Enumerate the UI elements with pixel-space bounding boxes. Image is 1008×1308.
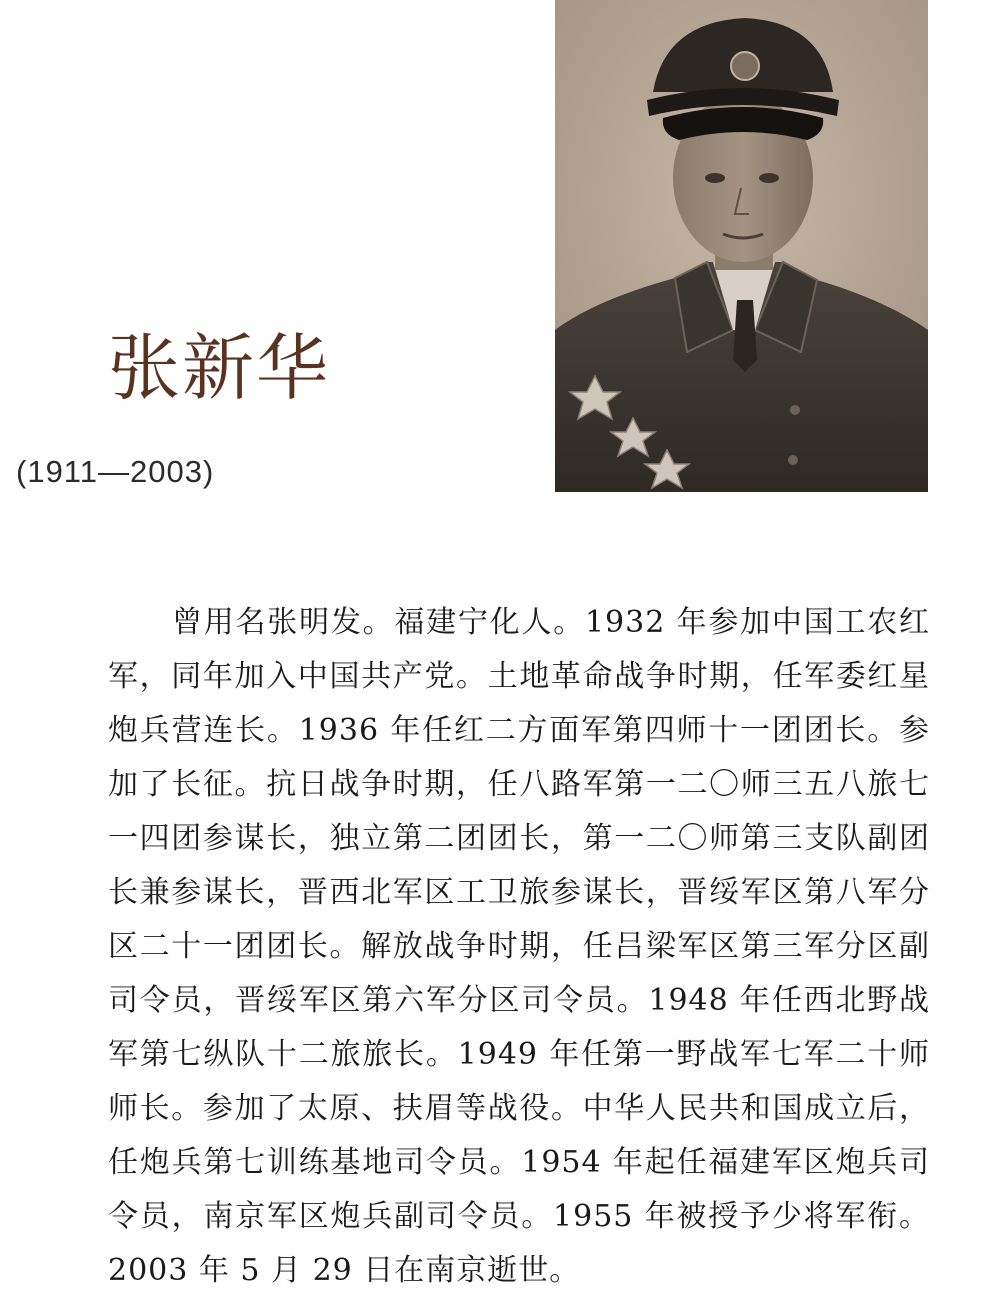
- person-name: 张新华: [108, 326, 331, 410]
- biography-text: 曾用名张明发。福建宁化人。1932 年参加中国工农红军，同年加入中国共产党。土地革命战争时期，任军委红星炮兵营连长。1936 年任红二方面军第四师十一团团长。参加了长征。抗日战争时期，任八路军第一二〇师三五八旅七一四团参谋长，独立第二团团长，第一二〇师第三支队副团长兼参谋长，晋西北军区工卫旅参谋长，晋绥军区第八军分区二十一团团长。解放战争时期，任吕梁军区第三军分区副司令员，晋绥军区第六军分区司令员。1948 年任西北野战军第七纵队十二旅旅长。1949 年任第一野战军七军二十师师长。参加了太原、扶眉等战役。中华人民共和国成立后，任炮兵第七训练基地司令员。1954 年起任福建军区炮兵司令员，南京军区炮兵副司令员。1955 年被授予少将军衔。2003 年 5 月 29 日在南京逝世。: [108, 605, 930, 1288]
- portrait-photo: [555, 0, 928, 492]
- portrait-photo-drawing: [555, 0, 928, 492]
- life-years: (1911—2003): [16, 454, 215, 489]
